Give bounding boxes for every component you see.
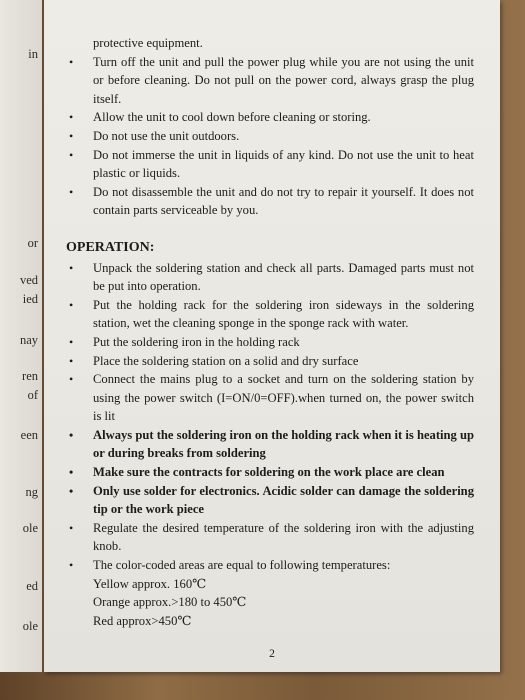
page-content: [66, 34, 474, 630]
safety-item: [66, 183, 474, 220]
bullet-icon: •: [69, 54, 74, 69]
bullet-icon: •: [69, 184, 74, 199]
safety-item: [66, 127, 474, 146]
left-fragment: ren: [22, 369, 38, 383]
operation-item: [66, 333, 474, 352]
left-fragment: een: [20, 428, 38, 442]
operation-item-warning: [66, 426, 474, 463]
intro-line: protective equipment.: [93, 36, 203, 50]
bullet-icon: •: [69, 147, 74, 162]
page-number: 2: [269, 648, 275, 660]
bullet-icon: •: [69, 465, 74, 480]
bullet-icon: •: [69, 353, 74, 368]
bullet-icon: •: [69, 110, 74, 125]
bullet-icon: •: [69, 334, 74, 349]
operation-heading: OPERATION:: [66, 239, 155, 255]
temperature-orange: Orange approx.>180 to 450℃: [93, 595, 247, 610]
operation-item-text: Only use solder for electronics. Acidic solder can damage the soldering tip or the work piece: [93, 483, 474, 517]
operation-item: [66, 296, 474, 333]
operation-list: [66, 259, 474, 575]
operation-item-text: Regulate the desired temperature of the soldering iron with the adjusting knob.: [93, 520, 474, 554]
operation-item-text: Always put the soldering iron on the holding rack when it is heating up or during breaks from soldering: [93, 427, 474, 461]
left-fragment: of: [27, 388, 38, 402]
bullet-icon: •: [69, 128, 74, 143]
temperature-list: [66, 575, 474, 631]
safety-item: [66, 108, 474, 127]
operation-item-text: The color-coded areas are equal to following temperatures:: [93, 558, 391, 573]
safety-item-text: Do not use the unit outdoors.: [93, 128, 240, 143]
operation-item: [66, 259, 474, 296]
left-fragment: ole: [22, 619, 38, 633]
operation-item-text: Place the soldering station on a solid and dry surface: [93, 353, 359, 368]
operation-item-text: Make sure the contracts for soldering on the work place are clean: [93, 465, 445, 480]
safety-item-text: Allow the unit to cool down before cleaning or storing.: [93, 110, 371, 125]
left-fragment: ved: [19, 273, 38, 287]
left-fragment: nay: [19, 333, 38, 347]
left-fragment: ied: [22, 292, 38, 306]
operation-item-warning: [66, 463, 474, 482]
left-fragment: ng: [25, 485, 38, 499]
left-fragment: in: [28, 47, 38, 61]
bullet-icon: •: [69, 483, 74, 498]
bullet-icon: •: [69, 427, 74, 442]
operation-item: [66, 370, 474, 426]
bullet-icon: •: [69, 260, 74, 275]
operation-item-text: Connect the mains plug to a socket and turn on the soldering station by using the power switch (I=ON/0=OFF).when turned on, the power switch is lit: [93, 372, 474, 424]
safety-item-text: Do not disassemble the unit and do not try to repair it yourself. It does not contain parts serviceable by you.: [93, 184, 474, 218]
temperature-yellow: Yellow approx. 160℃: [93, 576, 207, 591]
operation-item: [66, 352, 474, 371]
safety-item: [66, 53, 474, 109]
manual-page: [44, 0, 500, 672]
left-fragment: ole: [22, 521, 38, 535]
operation-item-warning: [66, 482, 474, 519]
left-page-edge: [0, 0, 42, 672]
operation-item: [66, 556, 474, 575]
operation-item-text: Put the soldering iron in the holding rack: [93, 334, 300, 349]
safety-item-text: Do not immerse the unit in liquids of any kind. Do not use the unit to heat plastic or liquids.: [93, 147, 474, 181]
operation-item-text: Unpack the soldering station and check all parts. Damaged parts must not be put into operation.: [93, 260, 474, 294]
bullet-icon: •: [69, 297, 74, 312]
left-fragment: or: [27, 236, 38, 250]
bullet-icon: •: [69, 558, 74, 573]
temperature-red: Red approx>450℃: [93, 613, 192, 628]
safety-item: [66, 146, 474, 183]
bullet-icon: •: [69, 520, 74, 535]
safety-item-text: Turn off the unit and pull the power plug while you are not using the unit or before cleaning. Do not pull on the power cord, always grasp the plug itself.: [93, 54, 474, 106]
operation-item-text: Put the holding rack for the soldering iron sideways in the soldering station, wet the cleaning sponge in the sponge rack with water.: [93, 297, 474, 331]
bullet-icon: •: [69, 372, 74, 387]
safety-list: [66, 53, 474, 220]
operation-item: [66, 519, 474, 556]
left-fragment: ed: [26, 579, 38, 593]
